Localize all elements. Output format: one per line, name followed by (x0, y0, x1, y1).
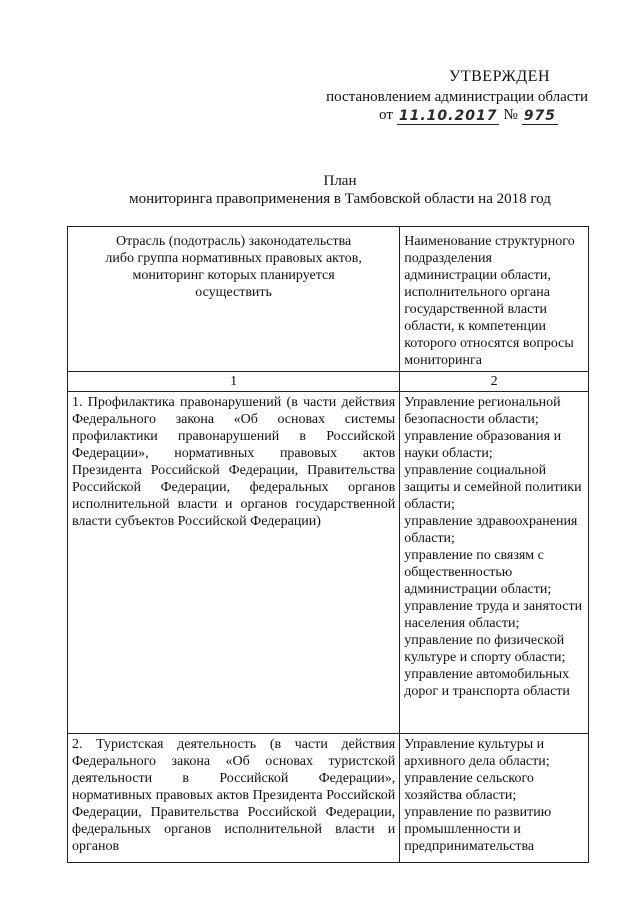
table-row (68, 734, 589, 863)
row-subject: 1. Профилактика правонарушений (в части действия Федерального закона «Об основах системы профилактики правонарушений в Российской Федерации», нормативных правовых актов Президента Российской Федерации, Правительства Российской Федерации, федеральных органов исполнительной власти и органов государственной власти субъектов Российской Федерации) (68, 392, 400, 734)
approval-title: УТВЕРЖДЕН (449, 68, 550, 85)
list-item: управление по развитию промышленности и предпринимательства (404, 805, 552, 854)
row-subject: 2. Туристская деятельность (в части действия Федерального закона «Об основах туристской деятельности в Российской Федерации», нормативных правовых актов Президента Российской Федерации, Правительства Российской Федерации, федеральных органов исполнительной власти и органов (68, 734, 400, 863)
approval-date-row (379, 106, 558, 125)
list-item: Управление региональной безопасности области; (404, 395, 561, 427)
list-item: управление автомобильных дорог и транспорта области (404, 667, 570, 699)
table-header-row (68, 227, 589, 372)
list-item: управление по физической культуре и спорту области; (404, 633, 566, 665)
plan-title: План (323, 173, 357, 189)
approval-number-sign: № (503, 107, 518, 123)
list-item: управление социальной защиты и семейной политики области; (404, 463, 582, 512)
row-departments (400, 734, 589, 863)
column-header-subject-text: Отрасль (подотрасль) законодательства либо группа нормативных правовых актов, мониторинг которых планируется осуществить (105, 234, 362, 300)
list-item: Управление культуры и архивного дела области; (404, 737, 550, 769)
table-number-row (68, 372, 589, 392)
list-item: управление образования и науки области; (404, 429, 562, 461)
list-item: управление сельского хозяйства области; (404, 771, 534, 803)
approval-number-value: 975 (523, 108, 556, 124)
column-header-department (400, 227, 589, 372)
row-departments (400, 392, 589, 734)
list-item: управление труда и занятости населения области; (404, 599, 583, 631)
column-header-department-text: Наименование структурного подразделения администрации области, исполнительного органа государственной власти области, к компетенции которого относятся вопросы мониторинга (404, 234, 575, 368)
approval-line: постановлением администрации области (326, 89, 588, 105)
column-number-2: 2 (400, 372, 589, 392)
monitoring-plan-table (67, 226, 589, 863)
approval-date-prefix: от (379, 107, 393, 123)
list-item: управление здравоохранения области; (404, 514, 578, 546)
table-row (68, 392, 589, 734)
list-item: управление по связям с общественностью администрации области; (404, 548, 552, 597)
plan-subtitle: мониторинга правоприменения в Тамбовской области на 2018 год (129, 191, 551, 207)
approval-date-value: 11.10.2017 (398, 108, 498, 124)
column-number-1: 1 (68, 372, 400, 392)
column-header-subject (68, 227, 400, 372)
